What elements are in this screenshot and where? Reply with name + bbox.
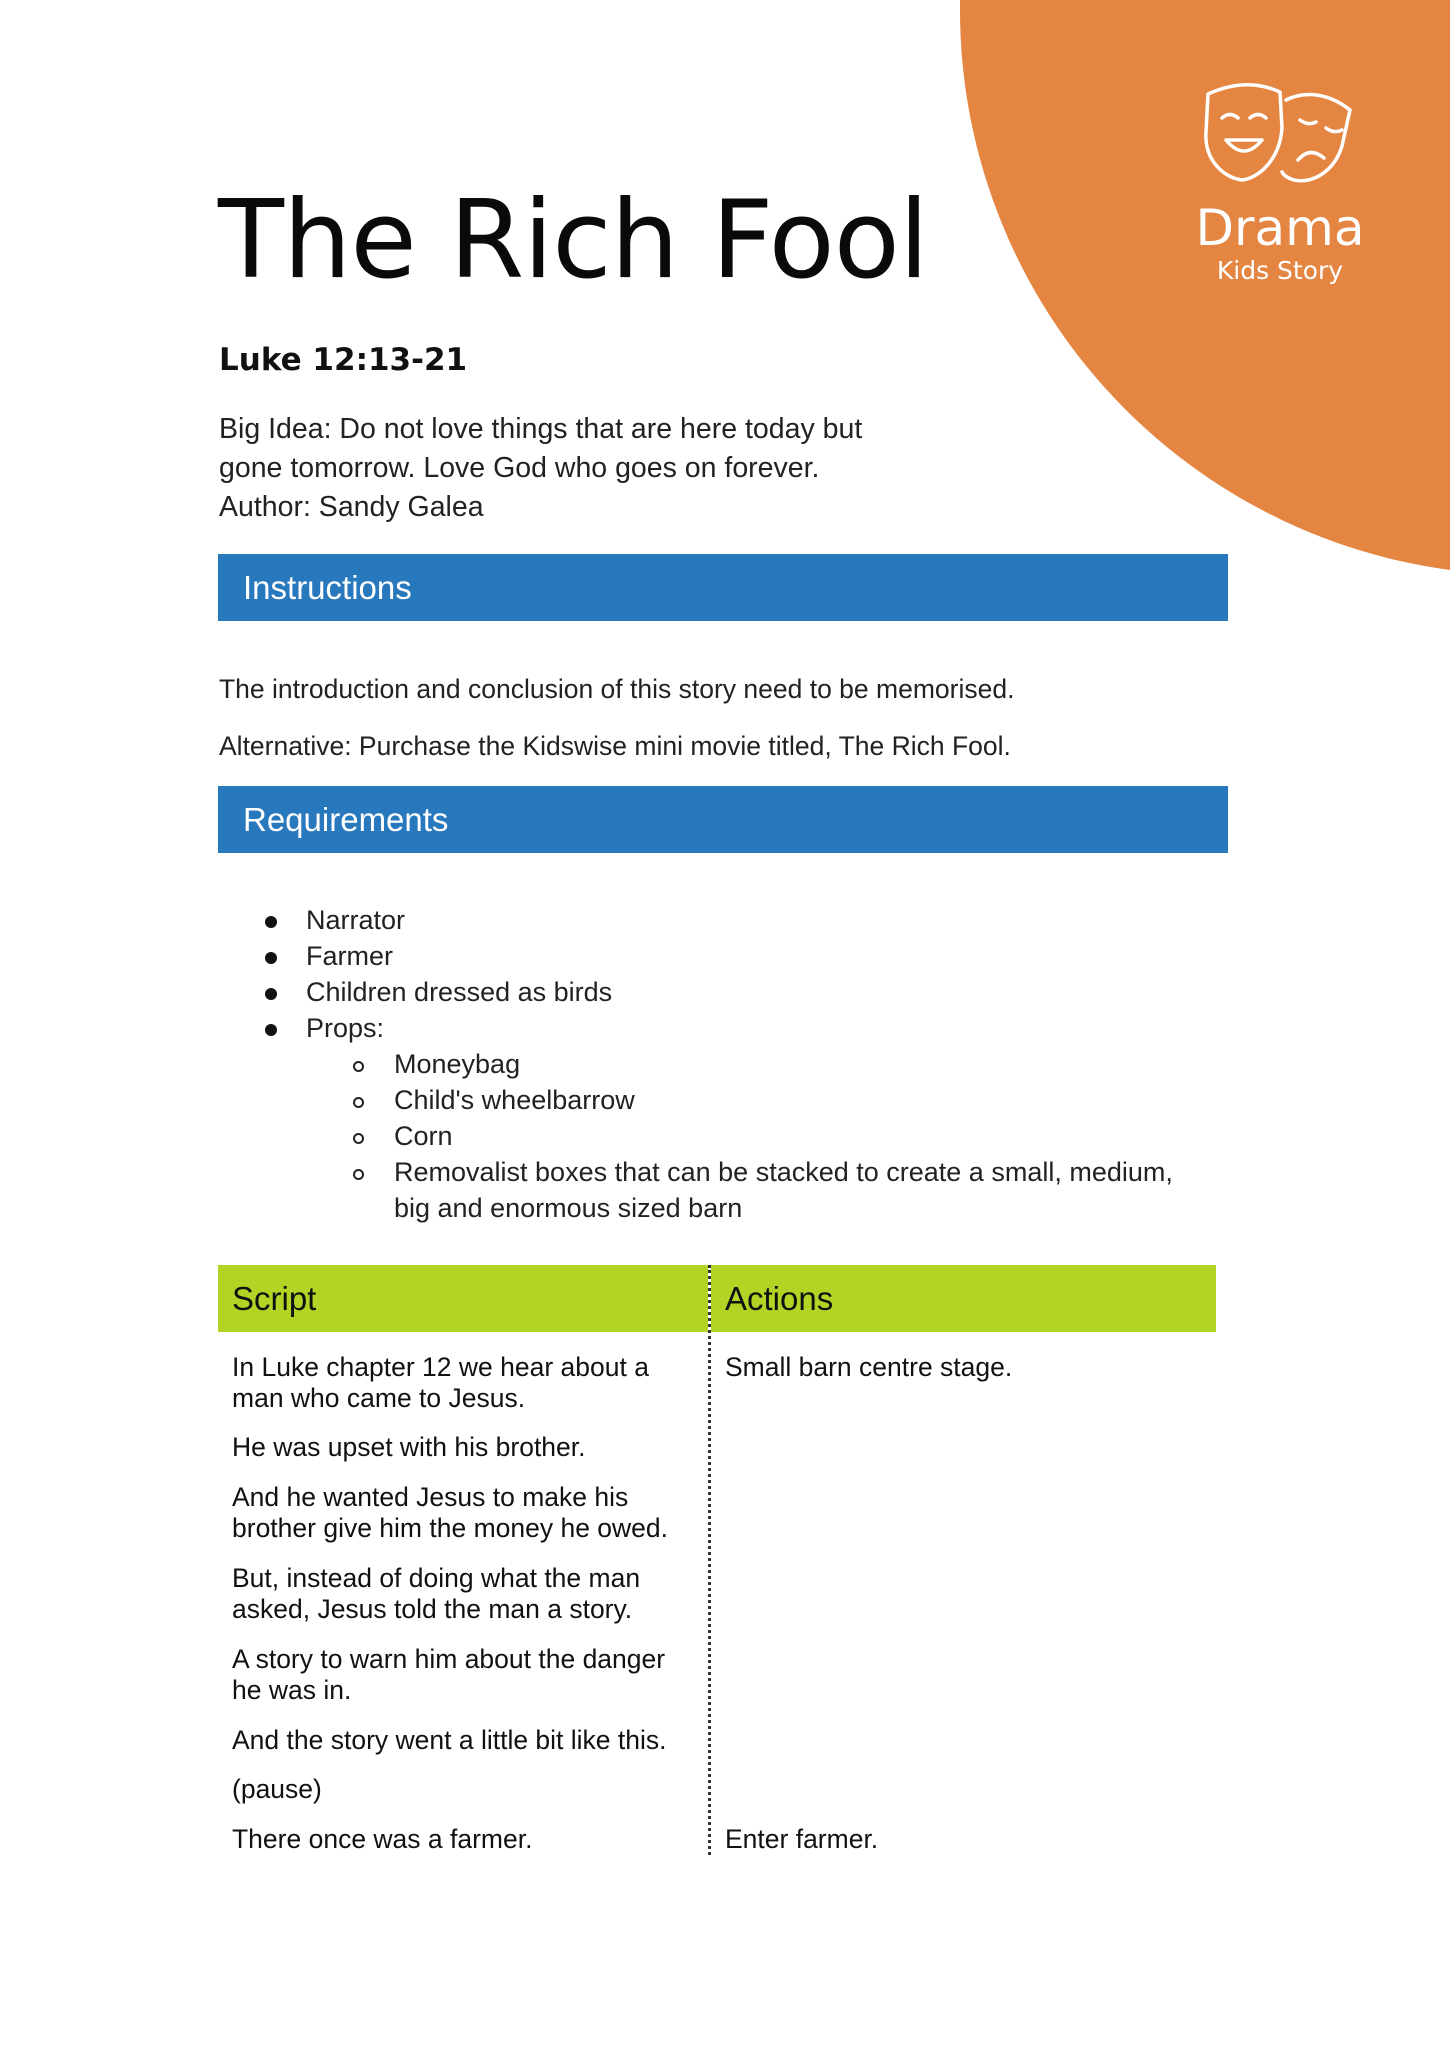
badge-title: Drama	[1195, 199, 1365, 257]
instructions-paragraph: The introduction and conclusion of this story need to be memorised.	[219, 674, 1015, 704]
sub-bullet-icon	[353, 1097, 364, 1108]
bullet-icon	[265, 988, 277, 1000]
script-line: But, instead of doing what the man	[232, 1563, 641, 1593]
list-item: Children dressed as birds	[306, 977, 613, 1007]
instructions-paragraph: Alternative: Purchase the Kidswise mini movie titled, The Rich Fool.	[219, 731, 1011, 761]
list-item: Farmer	[306, 941, 393, 971]
badge-subtitle: Kids Story	[1216, 256, 1344, 285]
drama-badge	[1180, 80, 1380, 286]
big-idea-block	[219, 410, 959, 527]
requirements-heading: Requirements	[218, 786, 1228, 853]
script-column-header: Script	[218, 1265, 708, 1332]
sub-bullet-icon	[353, 1061, 364, 1072]
sub-bullet-icon	[353, 1169, 364, 1180]
script-line: he was in.	[232, 1675, 352, 1705]
scripture-reference: Luke 12:13-21	[219, 342, 468, 378]
prop-item: Removalist boxes that can be stacked to create a small, medium,	[394, 1157, 1173, 1187]
prop-item: Moneybag	[394, 1049, 521, 1079]
prop-item: Corn	[394, 1121, 453, 1151]
script-line: And the story went a little bit like this.	[232, 1725, 667, 1755]
script-line: A story to warn him about the danger	[232, 1644, 666, 1674]
script-line: In Luke chapter 12 we hear about a	[232, 1352, 649, 1382]
prop-item-continued: big and enormous sized barn	[394, 1193, 743, 1223]
column-divider	[708, 1265, 711, 1855]
script-line: man who came to Jesus.	[232, 1383, 526, 1413]
action-line: Enter farmer.	[725, 1824, 879, 1854]
script-line: asked, Jesus told the man a story.	[232, 1594, 633, 1624]
script-line: He was upset with his brother.	[232, 1432, 586, 1462]
script-line: There once was a farmer.	[232, 1824, 533, 1854]
action-line: Small barn centre stage.	[725, 1352, 1013, 1382]
script-line: And he wanted Jesus to make his	[232, 1482, 629, 1512]
theatre-masks-icon	[1180, 80, 1380, 190]
bullet-icon	[265, 916, 277, 928]
actions-column-header: Actions	[711, 1265, 1216, 1332]
big-idea-line: Big Idea: Do not love things that are here today but	[219, 413, 863, 445]
bullet-icon	[265, 1024, 277, 1036]
big-idea-line: gone tomorrow. Love God who goes on forever.	[219, 452, 820, 484]
script-line: (pause)	[232, 1774, 322, 1804]
bullet-icon	[265, 952, 277, 964]
page-title: The Rich Fool	[218, 178, 928, 303]
author-line: Author: Sandy Galea	[219, 491, 484, 523]
list-item: Narrator	[306, 905, 406, 935]
prop-item: Child's wheelbarrow	[394, 1085, 635, 1115]
list-item: Props:	[306, 1013, 385, 1043]
instructions-heading: Instructions	[218, 554, 1228, 621]
script-line: brother give him the money he owed.	[232, 1513, 669, 1543]
sub-bullet-icon	[353, 1133, 364, 1144]
